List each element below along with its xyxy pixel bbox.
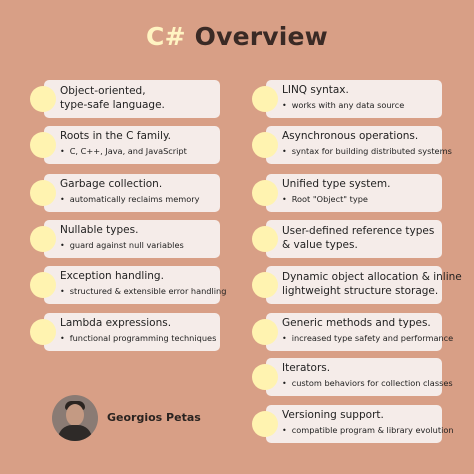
feature-title: User-defined reference types	[282, 225, 435, 237]
feature-title: Dynamic object allocation & inline	[282, 271, 462, 283]
left-item	[30, 80, 220, 118]
feature-detail: • guard against null variables	[60, 240, 214, 251]
feature-detail: • compatible program & library evolution	[282, 425, 436, 436]
title-accent: C#	[146, 22, 186, 51]
feature-title-line2: type-safe language.	[60, 99, 165, 111]
feature-detail: • structured & extensible error handling	[60, 286, 214, 297]
bullet-circle-icon	[252, 132, 278, 158]
bullet-circle-icon	[30, 226, 56, 252]
feature-title: Roots in the C family.	[60, 130, 171, 142]
feature-detail: • functional programming techniques	[60, 333, 214, 344]
left-item	[30, 266, 227, 304]
feature-detail: • C, C++, Java, and JavaScript	[60, 146, 214, 157]
bullet-circle-icon	[252, 411, 278, 437]
right-item	[252, 174, 442, 212]
right-item	[252, 358, 453, 396]
feature-title: Object-oriented,	[60, 85, 146, 97]
feature-detail: • Root "Object" type	[282, 194, 436, 205]
right-item	[252, 80, 442, 118]
right-item	[252, 126, 452, 164]
feature-title: Lambda expressions.	[60, 317, 172, 329]
feature-title: Nullable types.	[60, 224, 139, 236]
feature-card	[266, 405, 454, 443]
bullet-circle-icon	[30, 319, 56, 345]
bullet-circle-icon	[30, 132, 56, 158]
feature-card	[44, 220, 220, 258]
left-item	[30, 126, 220, 164]
feature-title: Asynchronous operations.	[282, 130, 419, 142]
feature-title-line2: lightweight structure storage.	[282, 285, 439, 297]
feature-detail: • automatically reclaims memory	[60, 194, 214, 205]
right-item	[252, 405, 454, 443]
feature-card	[266, 174, 442, 212]
feature-card	[44, 80, 220, 118]
feature-card	[266, 313, 454, 351]
feature-card	[266, 126, 452, 164]
title-rest: Overview	[194, 22, 328, 51]
feature-card	[44, 174, 220, 212]
bullet-circle-icon	[30, 272, 56, 298]
feature-detail: • increased type safety and performance	[282, 333, 436, 344]
feature-title-line2: & value types.	[282, 239, 358, 251]
feature-title: Exception handling.	[60, 270, 164, 282]
feature-detail: • custom behaviors for collection classes	[282, 378, 436, 389]
bullet-circle-icon	[30, 180, 56, 206]
feature-detail: • works with any data source	[282, 100, 436, 111]
feature-title: Garbage collection.	[60, 178, 163, 190]
feature-title: LINQ syntax.	[282, 84, 349, 96]
avatar	[52, 395, 98, 441]
left-item	[30, 313, 220, 351]
right-item	[252, 313, 454, 351]
feature-title: Iterators.	[282, 362, 331, 374]
bullet-circle-icon	[252, 364, 278, 390]
left-item	[30, 174, 220, 212]
bullet-circle-icon	[252, 319, 278, 345]
bullet-circle-icon	[252, 272, 278, 298]
feature-detail: • syntax for building distributed systems	[282, 146, 436, 157]
author-name: Georgios Petas	[107, 411, 201, 424]
feature-card	[44, 266, 227, 304]
bullet-circle-icon	[252, 180, 278, 206]
feature-card	[266, 220, 442, 258]
feature-card	[266, 80, 442, 118]
left-item	[30, 220, 220, 258]
feature-title: Versioning support.	[282, 409, 384, 421]
feature-title: Generic methods and types.	[282, 317, 431, 329]
right-item	[252, 266, 462, 304]
feature-card	[44, 126, 220, 164]
page-title	[0, 22, 474, 51]
feature-card	[266, 266, 462, 304]
bullet-circle-icon	[252, 226, 278, 252]
right-item	[252, 220, 442, 258]
bullet-circle-icon	[252, 86, 278, 112]
feature-title: Unified type system.	[282, 178, 391, 190]
bullet-circle-icon	[30, 86, 56, 112]
feature-card	[266, 358, 453, 396]
feature-card	[44, 313, 220, 351]
